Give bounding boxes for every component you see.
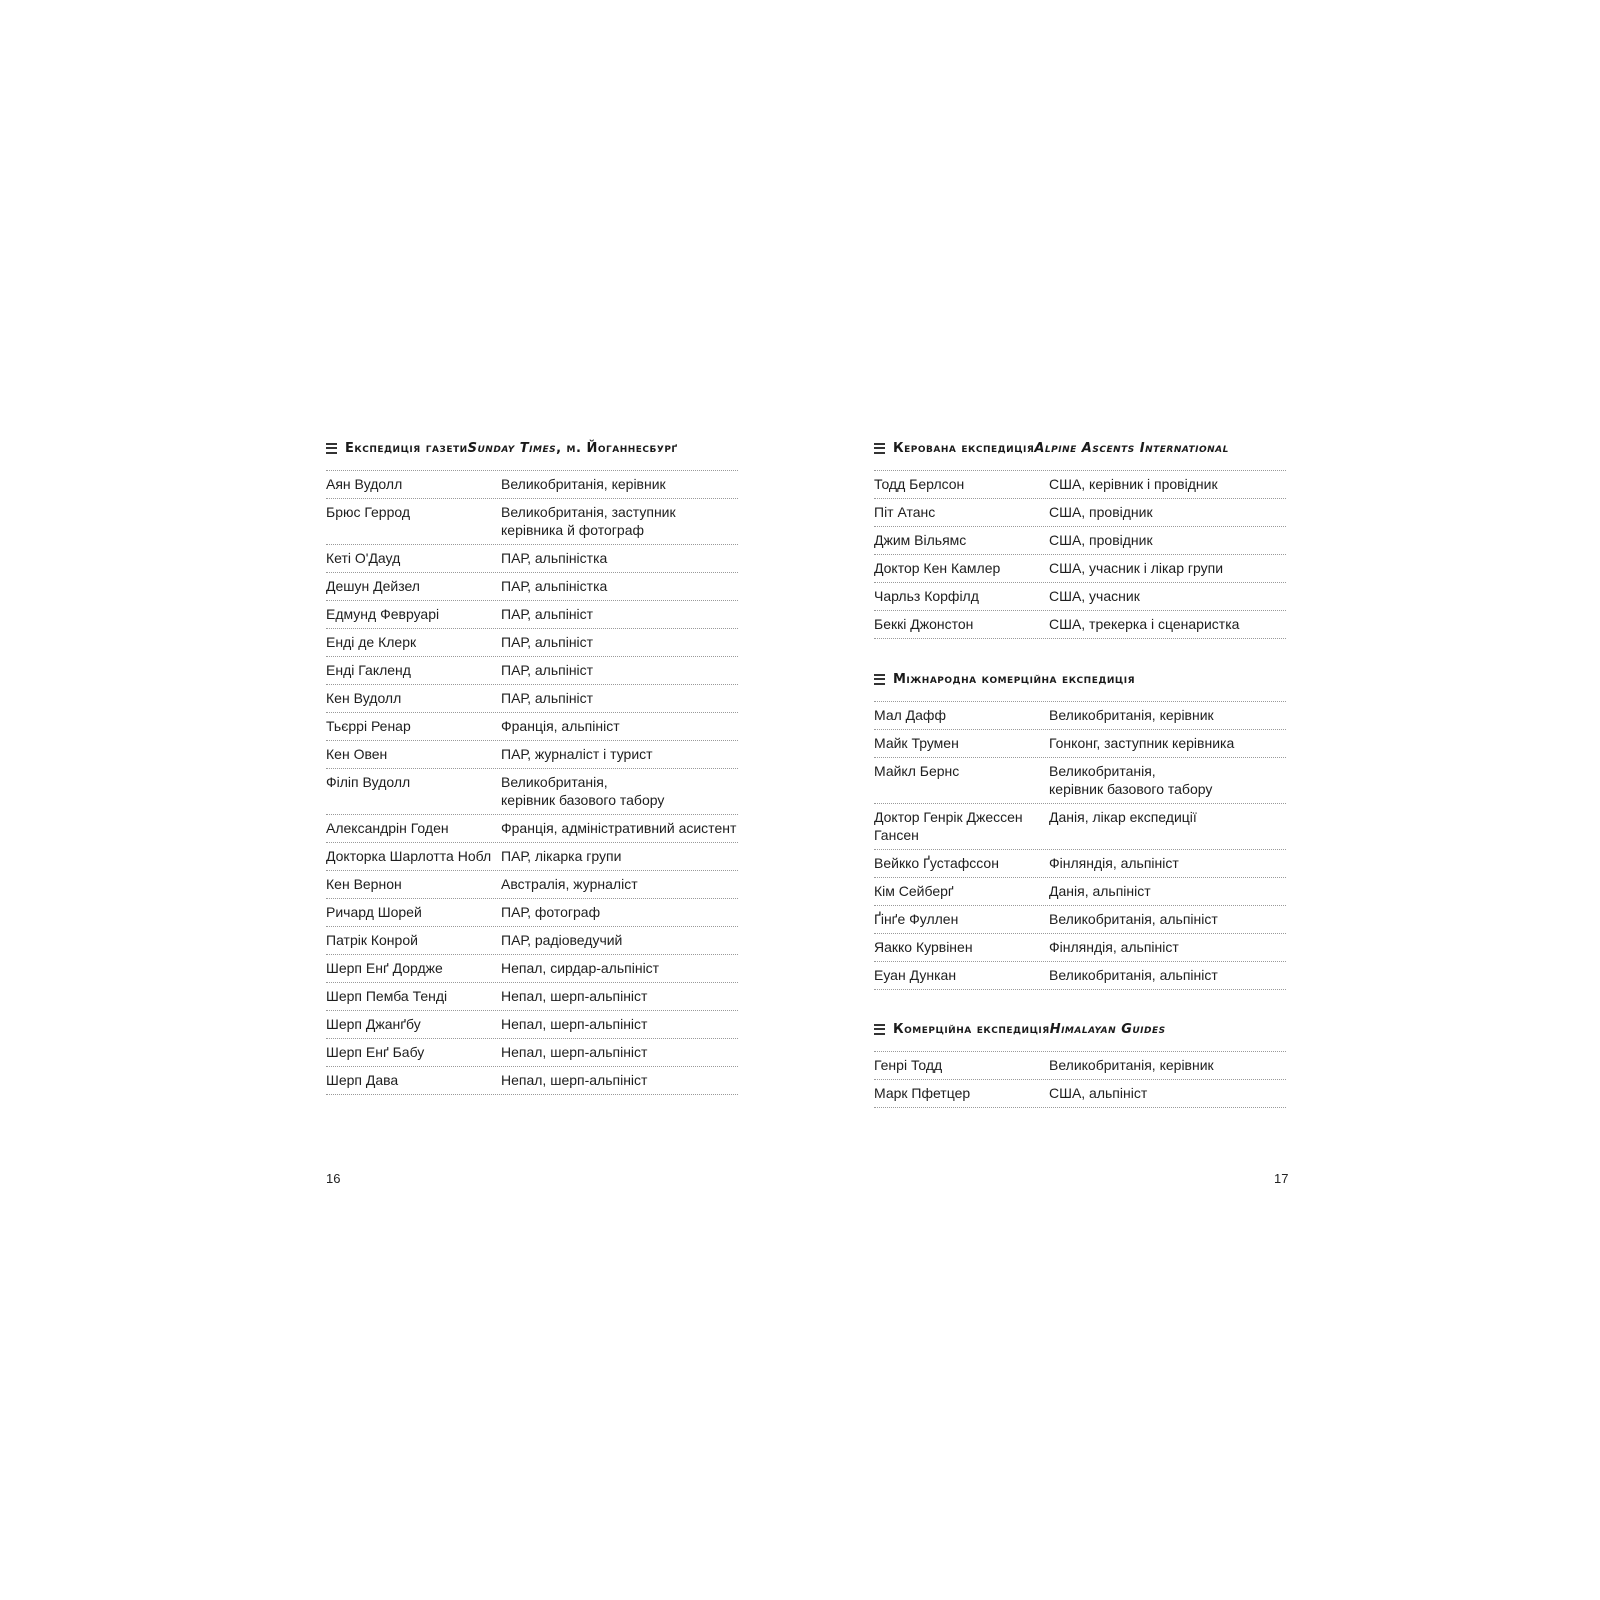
section-heading [874,667,1286,691]
member-role: Непал, шерп-альпініст [501,1016,648,1032]
member-name: Патрік Конрой [326,932,418,948]
menu-icon [874,674,885,685]
table-row [326,899,738,927]
section-heading [874,1017,1286,1041]
member-name: Мал Дафф [874,707,946,723]
member-role: ПАР, радіоведучий [501,932,623,948]
member-role: ПАР, лікарка групи [501,848,622,864]
member-role: США, трекерка і сценаристка [1049,616,1240,632]
member-role: Великобританія, керівник базового табору [501,774,665,808]
member-role: США, провідник [1049,532,1153,548]
table-row [326,955,738,983]
table-row [326,815,738,843]
member-role: США, провідник [1049,504,1153,520]
member-name: Тодд Берлсон [874,476,965,492]
table-row [874,1080,1286,1108]
table-row [326,843,738,871]
table-row [326,769,738,815]
member-role: Великобританія, керівник [501,476,666,492]
member-name: Кен Вудолл [326,690,402,706]
member-name: Аян Вудолл [326,476,403,492]
member-role: Фінляндія, альпініст [1049,939,1179,955]
member-role: ПАР, альпініст [501,634,594,650]
member-role: Великобританія, керівник базового табору [1049,763,1213,797]
member-name: Джим Вільямс [874,532,967,548]
member-name: Марк Пфетцер [874,1085,971,1101]
table-row [874,555,1286,583]
member-role: ПАР, фотограф [501,904,601,920]
member-role: ПАР, альпіністка [501,550,608,566]
member-role: ПАР, журналіст і турист [501,746,653,762]
member-name: Кім Сейберґ [874,883,954,899]
heading-prefix: Експедиція газети [345,440,468,456]
table-row [326,1067,738,1095]
member-role: Великобританія, заступник керівника й фотограф [501,504,676,538]
member-name: Едмунд Февруарі [326,606,440,622]
table-row [326,871,738,899]
table-row [874,804,1286,850]
table-row [874,527,1286,555]
member-role: ПАР, альпініст [501,606,594,622]
table-row [874,611,1286,639]
member-role: Фінляндія, альпініст [1049,855,1179,871]
member-name: Докторка Шарлотта Нобл [326,848,492,864]
member-name: Тьєррі Ренар [326,718,411,734]
member-role: Франція, адміністративний асистент [501,820,737,836]
member-role: Непал, шерп-альпініст [501,1044,648,1060]
table-row [874,1052,1286,1080]
heading-prefix: Керована експедиція [893,440,1035,456]
table-row [874,962,1286,990]
member-name: Шерп Енґ Бабу [326,1044,425,1060]
member-role: ПАР, альпініст [501,690,594,706]
table-row [874,583,1286,611]
member-name: Шерп Дава [326,1072,399,1088]
table-row [326,685,738,713]
member-name: Шерп Енґ Дордже [326,960,443,976]
table-row [874,499,1286,527]
member-role: Гонконг, заступник керівника [1049,735,1235,751]
member-name: Майкл Бернс [874,763,960,779]
section-sunday-times [326,436,738,1095]
members-table [874,701,1286,990]
table-row [326,741,738,769]
table-row [326,629,738,657]
member-name: Енді Гакленд [326,662,411,678]
member-role: Австралія, журналіст [501,876,638,892]
table-row [874,878,1286,906]
member-name: Вейкко Ґустафссон [874,855,999,871]
member-name: Дешун Дейзел [326,578,420,594]
member-role: Непал, сирдар-альпініст [501,960,660,976]
member-name: Кеті О'Дауд [326,550,401,566]
heading-prefix: Міжнародна комерційна експедиція [893,671,1136,687]
member-name: Шерп Пемба Тенді [326,988,448,1004]
member-role: Великобританія, альпініст [1049,967,1218,983]
member-role: Великобританія, керівник [1049,707,1214,723]
section-heading [326,436,738,460]
member-name: Ричард Шорей [326,904,422,920]
member-name: Еуан Дункан [874,967,957,983]
table-row [874,758,1286,804]
member-name: Майк Трумен [874,735,959,751]
member-role: Непал, шерп-альпініст [501,988,648,1004]
menu-icon [326,443,337,454]
member-name: Піт Атанс [874,504,936,520]
table-row [874,702,1286,730]
heading-italic: Alpine Ascents International [1034,440,1229,456]
section-alpine-ascents [874,436,1286,639]
table-row [326,713,738,741]
member-name: Брюс Геррод [326,504,411,520]
members-table [326,470,738,1095]
member-role: США, керівник і провідник [1049,476,1218,492]
member-role: США, учасник [1049,588,1140,604]
member-role: Непал, шерп-альпініст [501,1072,648,1088]
table-row [326,471,738,499]
member-name: Кен Вернон [326,876,402,892]
heading-italic: Sunday Times [467,440,557,456]
table-row [874,471,1286,499]
member-role: Данія, лікар експедиції [1049,809,1197,825]
member-name: Енді де Клерк [326,634,417,650]
member-name: Шерп Джанґбу [326,1016,421,1032]
member-role: США, учасник і лікар групи [1049,560,1224,576]
section-international-commercial [874,667,1286,990]
table-row [874,906,1286,934]
member-name: Філіп Вудолл [326,774,411,790]
member-role: США, альпініст [1049,1085,1148,1101]
page-number-left: 16 [326,1171,341,1186]
heading-suffix: , м. Йоганнесбурґ [556,440,678,456]
member-role: Данія, альпініст [1049,883,1151,899]
table-row [326,1011,738,1039]
member-name: Кен Овен [326,746,388,762]
member-role: Франція, альпініст [501,718,620,734]
table-row [326,573,738,601]
member-name: Ґінґе Фуллен [874,911,959,927]
table-row [874,730,1286,758]
member-name: Чарльз Корфілд [874,588,979,604]
member-name: Доктор Генрік Джессен Гансен [874,809,1023,843]
table-row [326,499,738,545]
page-number-right: 17 [1274,1171,1289,1186]
table-row [326,601,738,629]
heading-italic: Himalayan Guides [1049,1021,1166,1037]
heading-prefix: Комерційна експедиція [893,1021,1050,1037]
table-row [326,657,738,685]
members-table [874,1051,1286,1108]
table-row [326,1039,738,1067]
member-role: Великобританія, керівник [1049,1057,1214,1073]
table-row [326,983,738,1011]
section-himalayan-guides [874,1017,1286,1108]
table-row [874,934,1286,962]
menu-icon [874,443,885,454]
table-row [874,850,1286,878]
table-row [326,927,738,955]
member-name: Александрін Годен [326,820,449,836]
member-role: ПАР, альпініст [501,662,594,678]
menu-icon [874,1024,885,1035]
member-role: Великобританія, альпініст [1049,911,1218,927]
member-name: Доктор Кен Камлер [874,560,1001,576]
member-name: Яакко Курвінен [874,939,973,955]
member-name: Генрі Тодд [874,1057,943,1073]
member-role: ПАР, альпіністка [501,578,608,594]
members-table [874,470,1286,639]
member-name: Беккі Джонстон [874,616,974,632]
section-heading [874,436,1286,460]
table-row [326,545,738,573]
